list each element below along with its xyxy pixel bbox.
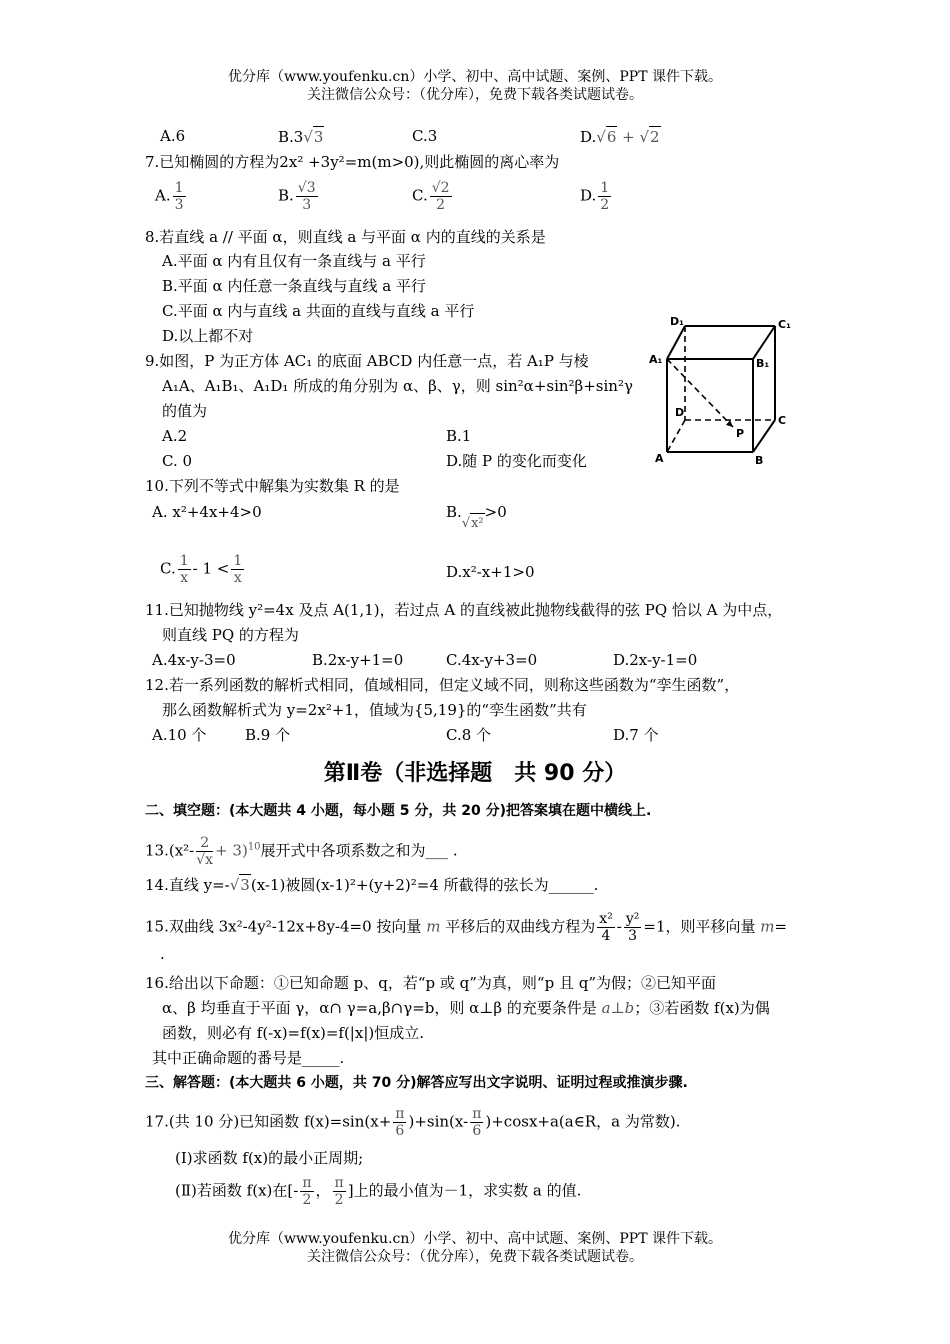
q9-line-1: 9.如图，P 为正方体 AC₁ 的底面 ABCD 内任意一点，若 A₁P 与棱	[145, 352, 589, 370]
cube-label-d: D	[675, 406, 685, 419]
q12-line-2: 那么函数解析式为 y=2x²+1，值域为{5,19}的“孪生函数”共有	[162, 701, 587, 719]
q17-part-1: (Ⅰ)求函数 f(x)的最小正周期;	[175, 1149, 364, 1167]
section-2-title: 第Ⅱ卷（非选择题 共 90 分）	[323, 761, 627, 786]
part-3-heading: 三、解答题：(本大题共 6 小题，共 70 分)解答应写出文字说明、证明过程或推演步骤.	[145, 1075, 688, 1091]
q12-option-a: A.10 个	[152, 726, 207, 744]
q12-option-d: D.7 个	[613, 726, 659, 744]
q9-line-2: A₁A、A₁B₁、A₁D₁ 所成的角分别为 α、β、γ，则 sin²α+sin²β+sin²γ	[162, 377, 633, 395]
q9-line-3: 的值为	[162, 402, 208, 420]
cube-label-a: A	[655, 452, 664, 465]
header-line-2: 关注微信公众号：（优分库），免费下载各类试题试卷。	[307, 87, 643, 103]
q8-option-d: D.以上都不对	[162, 327, 254, 345]
q6-option-d: D.√6 + √2	[580, 128, 660, 146]
q12-line-1: 12.若一系列函数的解析式相同，值域相同，但定义域不同，则称这些函数为“孪生函数”，	[145, 676, 740, 694]
q6-option-c: C.3	[412, 127, 438, 145]
q16-line-1: 16.给出以下命题：①已知命题 p、q，若“p 或 q”为真，则“p 且 q”为假；②已知平面	[145, 974, 716, 992]
q9-option-a: A.2	[162, 427, 188, 445]
q9-option-c: C. 0	[162, 452, 193, 470]
q7-option-d: D. $\frac{1}{2}$	[580, 180, 610, 213]
q8-option-a: A.平面 α 内有且仅有一条直线与 a 平行	[162, 252, 426, 270]
footer-line-2: 关注微信公众号：（优分库），免费下载各类试题试卷。	[307, 1249, 643, 1265]
cube-label-c1: C₁	[778, 318, 791, 331]
q8-option-c: C.平面 α 内与直线 a 共面的直线与直线 a 平行	[162, 302, 475, 320]
cube-label-p: P	[736, 427, 745, 440]
q7-option-b: B. $\frac{√3}{3}$	[278, 180, 316, 213]
q11-option-b: B.2x-y+1=0	[312, 651, 404, 669]
cube-label-b1: B₁	[756, 357, 770, 370]
q8-option-b: B.平面 α 内任意一条直线与直线 a 平行	[162, 277, 426, 295]
footer-line-1: 优分库（www.youfenku.cn）小学、初中、高中试题、案例、PPT 课件下载。	[227, 1231, 722, 1247]
q6-option-b: B.3√3	[278, 128, 324, 146]
part-2-heading: 二、填空题：(本大题共 4 小题，每小题 5 分，共 20 分)把答案填在题中横线上.	[145, 803, 652, 819]
q7-stem: 7.已知椭圆的方程为2x² +3y²=m(m>0),则此椭圆的离心率为	[145, 153, 560, 171]
q12-option-c: C.8 个	[446, 726, 492, 744]
q12-option-b: B.9 个	[245, 726, 291, 744]
cube-label-b: B	[755, 454, 764, 467]
q8-stem: 8.若直线 a // 平面 α，则直线 a 与平面 α 内的直线的关系是	[145, 228, 546, 246]
q15-dot: .	[160, 945, 165, 963]
q16-line-2: α、β 均垂直于平面 γ，α∩ γ=a,β∩γ=b，则 α⊥β 的充要条件是 a⊥b；③若函数 f(x)为偶	[162, 999, 770, 1017]
q10-option-a: A. x²+4x+4>0	[152, 503, 262, 521]
cube-label-c: C	[778, 414, 787, 427]
cube-label-a1: A₁	[649, 353, 663, 366]
q11-option-a: A.4x-y-3=0	[152, 651, 236, 669]
q7-option-a: A. $\frac{1}{3}$	[155, 180, 184, 213]
q17-stem: 17.(共 10 分)已知函数 f(x)=sin(x+ $\frac{\pi}{6}$ )+sin(x- $\frac{\pi}{6}$ )+cosx+a(a∈R，a 为常数).	[145, 1106, 681, 1139]
cube-figure	[645, 312, 805, 472]
q6-option-a: A.6	[160, 127, 186, 145]
q10-option-c: C. $\frac{1}{x}$ - 1 < $\frac{1}{x}$	[160, 553, 243, 586]
q14: 14.直线 y=-√3(x-1)被圆(x-1)²+(y+2)²=4 所截得的弦长为______.	[145, 876, 599, 894]
cube-label-d1: D₁	[670, 315, 684, 328]
q10-option-b: B.√x²>0	[446, 502, 507, 524]
q17-part-2: (Ⅱ)若函数 f(x)在[- $\frac{\pi}{2}$ ， $\frac{\pi}{2}$ ]上的最小值为－1，求实数 a 的值.	[175, 1175, 582, 1208]
q11-line-2: 则直线 PQ 的方程为	[162, 626, 299, 644]
q9-option-b: B.1	[446, 427, 472, 445]
q16-line-3: 函数，则必有 f(-x)=f(x)=f(|x|)恒成立.	[162, 1024, 424, 1042]
q15: 15.双曲线 3x²-4y²-12x+8y-4=0 按向量 m 平移后的双曲线方程为 $\frac{\text{x²}}{4}$ - $\frac{\text{y²}}{3}$ =1，则平移向量 m=	[145, 911, 788, 944]
q10-option-d: D.x²-x+1>0	[446, 563, 535, 581]
q11-option-d: D.2x-y-1=0	[613, 651, 698, 669]
header-line-1: 优分库（www.youfenku.cn）小学、初中、高中试题、案例、PPT 课件下载。	[227, 69, 722, 85]
q10-stem: 10.下列不等式中解集为实数集 R 的是	[145, 477, 400, 495]
q11-option-c: C.4x-y+3=0	[446, 651, 538, 669]
q13: 13.(x²- $\frac{2}{√x}$ + 3)$^{10}$展开式中各项系数之和为___ .	[145, 835, 458, 868]
q11-line-1: 11.已知抛物线 y²=4x 及点 A(1,1)，若过点 A 的直线被此抛物线截得的弦 PQ 恰以 A 为中点，	[145, 601, 783, 619]
q16-line-4: 其中正确命题的番号是_____.	[152, 1049, 345, 1067]
q9-option-d: D.随 P 的变化而变化	[446, 452, 587, 470]
q7-option-c: C. $\frac{√2}{2}$	[412, 180, 450, 213]
